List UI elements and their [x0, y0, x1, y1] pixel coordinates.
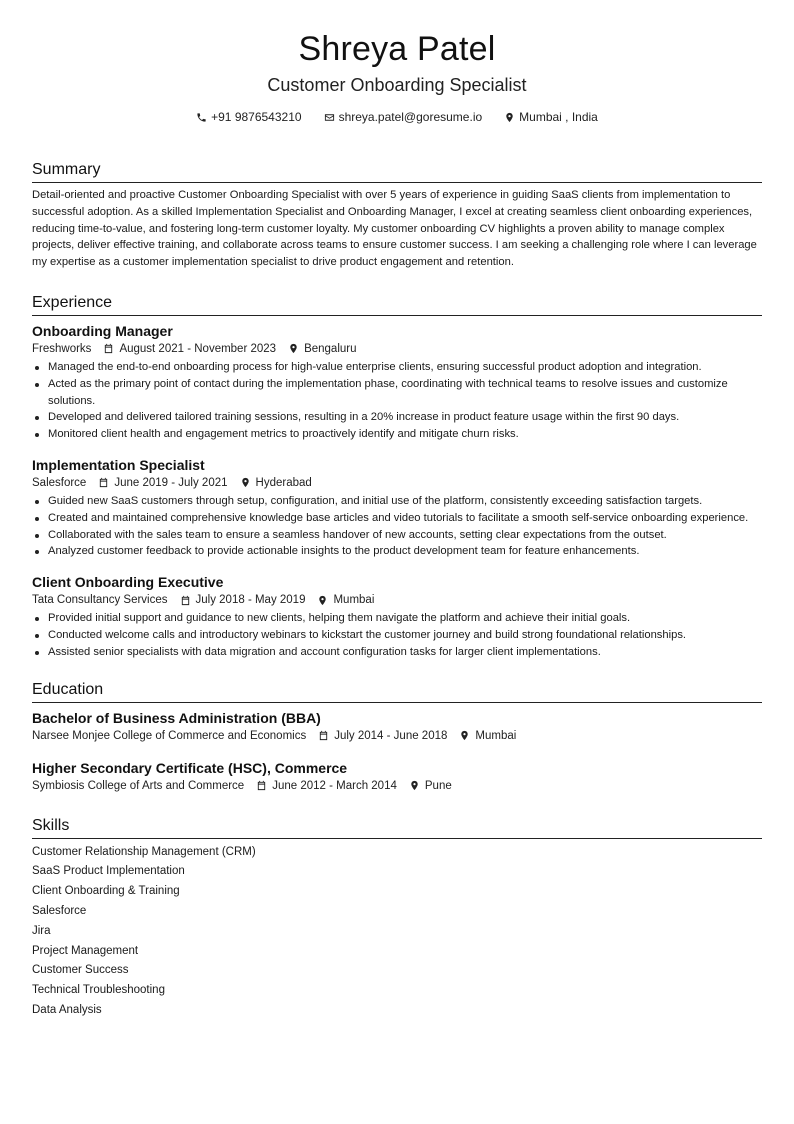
list-item: Managed the end-to-end onboarding process for high-value enterprise clients, ensuring successful product adoption and integration.: [32, 359, 762, 376]
experience-section: [32, 293, 762, 661]
calendar-icon: [98, 477, 109, 488]
list-item: Provided initial support and guidance to new clients, helping them navigate the platform and achieve their initial goals.: [32, 610, 762, 627]
location-name: Hyderabad: [255, 476, 312, 489]
list-item: Conducted welcome calls and introductory webinars to kickstart the customer journey and build strong foundational relationships.: [32, 627, 762, 644]
list-item: Developed and delivered tailored training sessions, resulting in a 20% increase in product feature usage within the first 90 days.: [32, 409, 762, 426]
contact-email: [324, 110, 483, 124]
company-name: Tata Consultancy Services: [32, 594, 168, 607]
date-range: August 2021 - November 2023: [119, 342, 277, 355]
list-item: Created and maintained comprehensive knowledge base articles and video tutorials to facilitate a smooth self-service onboarding experience.: [32, 510, 762, 527]
calendar-icon: [256, 780, 267, 791]
location-pin-icon: [240, 477, 251, 488]
contact-bar: [32, 110, 762, 124]
school: [32, 778, 244, 794]
degree-title: Higher Secondary Certificate (HSC), Commerce: [32, 759, 348, 776]
phone-icon: [196, 112, 207, 123]
job-company: [32, 341, 91, 357]
education-location: [409, 778, 452, 794]
job-title: Onboarding Manager: [32, 322, 173, 339]
job-bullets: [32, 359, 762, 443]
job-meta: [32, 475, 762, 491]
date-range: July 2018 - May 2019: [195, 594, 306, 607]
resume-page: [32, 0, 762, 1021]
contact-phone: [196, 110, 301, 124]
skill-item: Salesforce: [32, 904, 87, 917]
job-bullets: [32, 610, 762, 660]
location-name: Mumbai: [333, 594, 375, 607]
job-dates: [103, 341, 276, 357]
list-item: Monitored client health and engagement metrics to proactively identify and mitigate churn risks.: [32, 426, 762, 443]
location-text: Mumbai , India: [519, 110, 598, 124]
location-pin-icon: [288, 343, 299, 354]
location-name: Pune: [424, 779, 452, 792]
job-location: [288, 341, 356, 357]
location-pin-icon: [317, 595, 328, 606]
location-name: Bengaluru: [304, 342, 357, 355]
education-meta: [32, 728, 762, 744]
resume-header: [32, 0, 762, 124]
skills-heading: Skills: [32, 816, 762, 839]
job-dates: [98, 475, 227, 491]
summary-text: Detail-oriented and proactive Customer Onboarding Specialist with over 5 years of experience in guiding SaaS clients from implementation to successful adoption. As a skilled Implementation Specialist and Onboarding Manager, I excel at creating seamless client onboarding experiences, reducing time-to-value, and fostering long-term customer loyalty. My customer onboarding CV highlights a proven ability to manage complex projects, deliver effective training, and collaborate across teams to ensure customer success. I am seeking a challenging role where I can leverage my expertise as a customer implementation specialist to drive product engagement and retention.: [32, 189, 757, 269]
skill-item: Client Onboarding & Training: [32, 885, 180, 898]
education-heading: Education: [32, 680, 762, 703]
education-dates: [318, 728, 447, 744]
job-entry: [32, 456, 762, 560]
education-dates: [256, 778, 397, 794]
skill-item: Technical Troubleshooting: [32, 984, 165, 997]
experience-heading: Experience: [32, 293, 762, 316]
job-title: Client Onboarding Executive: [32, 574, 224, 591]
skills-section: [32, 816, 762, 1021]
job-title: Implementation Specialist: [32, 456, 205, 473]
school-name: Symbiosis College of Arts and Commerce: [32, 779, 245, 792]
location-pin-icon: [504, 112, 515, 123]
list-item: Assisted senior specialists with data migration and account configuration tasks for larger client implementations.: [32, 644, 762, 661]
education-meta: [32, 778, 762, 794]
school: [32, 728, 306, 744]
skills-list: [32, 843, 762, 1021]
job-meta: [32, 341, 762, 357]
skill-item: Customer Success: [32, 964, 129, 977]
job-meta: [32, 592, 762, 608]
candidate-title: Customer Onboarding Specialist: [267, 75, 527, 95]
location-pin-icon: [409, 780, 420, 791]
phone-text: +91 9876543210: [211, 110, 302, 124]
job-bullets: [32, 493, 762, 560]
skill-item: Customer Relationship Management (CRM): [32, 845, 256, 858]
contact-location: [504, 110, 598, 124]
degree-title: Bachelor of Business Administration (BBA): [32, 709, 321, 726]
calendar-icon: [180, 595, 191, 606]
education-section: [32, 680, 762, 794]
education-entry: [32, 709, 762, 744]
skill-item: Data Analysis: [32, 1003, 102, 1016]
skill-item: SaaS Product Implementation: [32, 865, 185, 878]
job-entry: [32, 573, 762, 660]
list-item: Acted as the primary point of contact during the implementation phase, coordinating with technical teams to resolve issues and customize solutions.: [32, 376, 762, 410]
location-name: Mumbai: [475, 729, 517, 742]
job-location: [240, 475, 312, 491]
email-text: shreya.patel@goresume.io: [338, 110, 483, 124]
mail-icon: [324, 112, 335, 123]
candidate-name: Shreya Patel: [298, 30, 496, 68]
date-range: June 2019 - July 2021: [114, 476, 228, 489]
company-name: Freshworks: [32, 342, 92, 355]
job-company: [32, 592, 168, 608]
summary-heading: Summary: [32, 160, 762, 183]
summary-section: [32, 160, 762, 271]
calendar-icon: [103, 343, 114, 354]
job-company: [32, 475, 86, 491]
company-name: Salesforce: [32, 476, 87, 489]
job-dates: [180, 592, 306, 608]
location-pin-icon: [459, 730, 470, 741]
job-entry: [32, 322, 762, 443]
skill-item: Jira: [32, 924, 51, 937]
education-entry: [32, 759, 762, 794]
school-name: Narsee Monjee College of Commerce and Economics: [32, 729, 307, 742]
skill-item: Project Management: [32, 944, 139, 957]
list-item: Collaborated with the sales team to ensure a seamless handover of new accounts, setting clear expectations from the outset.: [32, 527, 762, 544]
date-range: June 2012 - March 2014: [272, 779, 397, 792]
job-location: [317, 592, 374, 608]
list-item: Guided new SaaS customers through setup, configuration, and initial use of the platform, consistently exceeding satisfaction targets.: [32, 493, 762, 510]
education-location: [459, 728, 516, 744]
date-range: July 2014 - June 2018: [334, 729, 448, 742]
calendar-icon: [318, 730, 329, 741]
list-item: Analyzed customer feedback to provide actionable insights to the product development team for feature enhancements.: [32, 543, 762, 560]
